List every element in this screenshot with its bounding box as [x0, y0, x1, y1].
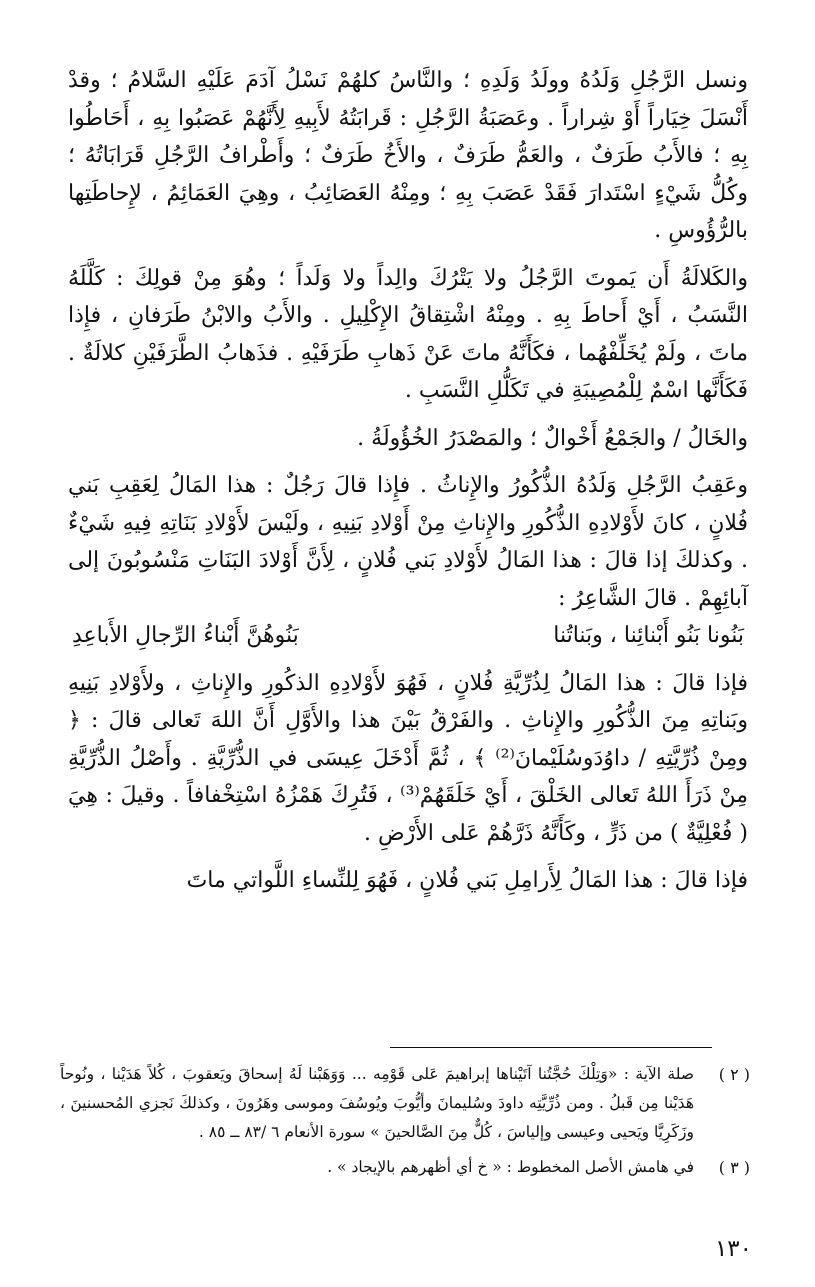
paragraph-khal: والخَالُ / والجَمْعُ أَخْوالٌ ؛ والمَصْدَرُ الخُؤُولَةُ . [357, 425, 748, 451]
verse-second-hemistich: بَنُوهُنَّ أَبْناءُ الرِّجالِ الأَباعِدِ [72, 623, 299, 648]
footnote-text: صلة الآية : «وَتِلْكَ حُجَّتُنا آتَيْناها إبراهيمَ عَلى قَوْمِه ... وَوَهَبْنا لَهُ إسحاقَ ويَعقوبَ ، كُلاً هَدَيْنا ، ونُوحاً هَدَيْنا مِن قَبلُ . ومن ذُرِّيَّتِه داودَ وسُليمانَ وأيُّوبَ ويُوسُفَ وموسى وهَرُونَ ، وكذلكَ نَجزي المُحسنينَ ، وزَكَرِيَّا ويَحيى وعيسى وإلياسَ ، كُلٌّ مِنَ الصَّالحينَ » سورة الأنعام ٦ /٨٣ ــ ٨٥ . [60, 1065, 694, 1141]
paragraph-aqib: وعَقِبُ الرَّجُلِ وَلَدُهُ الذُّكُورُ والإِناثُ . فإِذا قالَ رَجُلٌ : هذا المَالُ لِعَقِبِ بَني فُلانٍ ، كانَ لأَوْلادِهِ الذُّكُورِ والإِناثِ مِنْ أَوْلادِ بَنِيهِ ، ولَيْسَ لأَوْلادِ بَنَاتِهِ فِيهِ شَيْءٌ . وكذلكَ إذا قالَ : هذا المَالُ لأَوْلادِ بَني فُلانٍ ، لِأَنَّ أَوْلادَ البَنَاتِ مَنْسُوبُونَ إلى آبائِهِمْ . قالَ الشَّاعِرُ : [68, 473, 748, 611]
paragraph-aramil: فإذا قالَ : هذا المَالُ لِأَرامِلِ بَني فُلانٍ ، فَهُوَ لِلنِّساءِ اللَّواتي ماتَ [186, 868, 748, 893]
verse-first-hemistich: بَنُونا بَنُو أَبْنائِنا ، وبَناتُنا [553, 623, 744, 648]
paragraph-dhurriya: فإذا قالَ : هذا المَالُ لِذُرِّيَّةِ فُلانٍ ، فَهُوَ لأَوْلادِهِ الذكُورِ والإِناثِ ، ولأَوْلادِ بَنِيهِ وبَناتِهِ مِنَ الذُّكُورِ والإِناثِ . والفَرْقُ بَيْنَ هذا والأَوَّلِ أَنَّ اللهَ تَعالى قالَ : ﴿ ومِنْ ذُرِّيَّتِهِ / داوُدَوسُلَيْمانَ⁽²⁾ ﴾ ، ثُمَّ أَدْخَلَ عِيسَى في الذُّرِّيَّةِ . وأَصْلُ الذُّرِّيَّةِ مِنْ ذَرَأَ اللهُ تَعالى الخَلْقَ ، أَيْ خَلَقَهُمْ⁽³⁾ ، فَتُرِكَ هَمْزُهُ اسْتِخْفافاً . وقيلَ : هِيَ ( فُعْلِيَّةٌ ) من ذَرٍّ ، وكَأَنَّهُ ذَرَّهُمْ عَلى الأَرْضِ . [68, 670, 748, 846]
paragraph-kalala: والكَلالَةُ أَن يَموتَ الرَّجُلُ ولا يَتْرُكَ والِداً ولا وَلَداً ؛ وهُوَ مِنْ قولِكَ : كَلَّلَهُ النَّسَبُ ، أَيْ أَحاطَ بِهِ . ومِنْهُ اشْتِقاقُ الإِكْلِيلِ . والأَبُ والابْنُ طَرَفانِ ، فإِذا ماتَ ، ولَمْ يُخَلِّفْهُما ، فكَأَنَّهُ ماتَ عَنْ ذَهابِ طَرَفَيْهِ . فذَهابُ الطَّرَفَيْنِ كلالَةٌ . فَكَأَنَّها اسْمٌ لِلْمُصِيبَةِ في تَكَلُّلِ النَّسَبِ . [68, 265, 748, 403]
footnote-3 [60, 1153, 750, 1182]
page-number: ١٣٠ [714, 1236, 752, 1262]
poetry-verse [68, 617, 748, 655]
footnote-number: ( ٢ ) [718, 1065, 750, 1084]
paragraph-nasl: ونسل الرَّجُلِ وَلَدُهُ وولَدُ وَلَدِهِ ؛ والنَّاسُ كلهُمْ نَسْلُ آدَمَ عَلَيْهِ السَّلامُ ؛ وقدْ أَنْسَلَ خِيَاراً أَوْ شِراراً . وعَصَبَةُ الرَّجُلِ : قَرابَتُهُ لأَبِيهِ لِأَنَّهُمْ عَصَبُوا بِهِ ، أَحَاطُوا بِهِ ؛ فالأَبُ طَرَفٌ ، والعَمُّ طَرَفٌ ، والأَخُ طَرَفٌ ؛ وأَطْرافُ الرَّجُلِ قَرَابَاتُهُ ؛ وكُلُّ شَيْءٍ اسْتَدارَ فَقَدْ عَصَبَ بِهِ ؛ ومِنْهُ العَصَائِبُ ، وهِيَ العَمَائِمُ ، لإِحاطَتِها بالرُّؤُوسِ . [68, 68, 748, 243]
footnote-number: ( ٣ ) [718, 1158, 750, 1177]
footnote-separator-line [390, 1047, 712, 1048]
footnote-2 [60, 1060, 750, 1147]
main-text [68, 62, 748, 900]
footnote-text: في هامش الأصل المخطوط : « خ أي أظهرهم بالإيجاد » . [327, 1158, 694, 1176]
footnotes [60, 1060, 750, 1188]
